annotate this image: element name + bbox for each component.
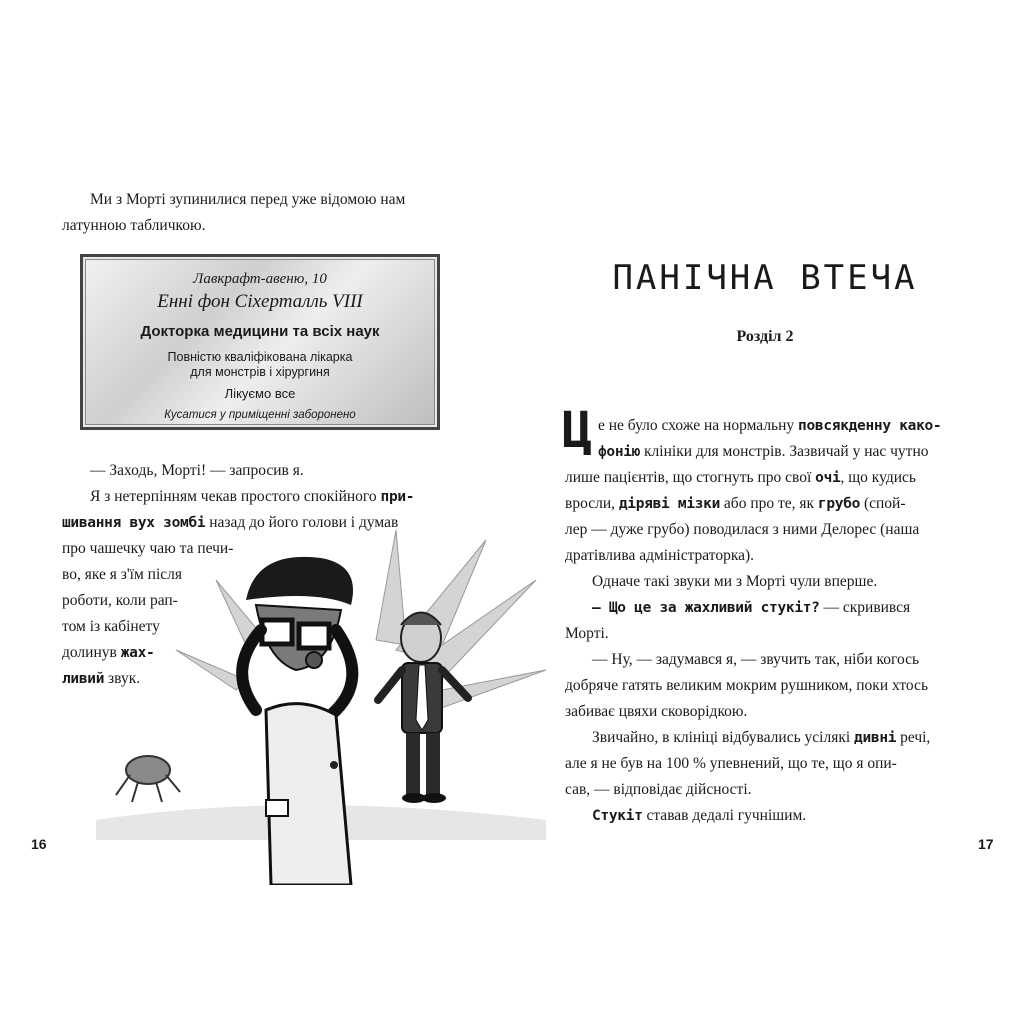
drop-cap: Ц (562, 401, 593, 459)
arm-left (242, 630, 261, 710)
page-number-left: 16 (31, 836, 47, 852)
spider-creature (116, 756, 180, 802)
paragraph-line: шивання вух зомбі назад до його голови і думав (62, 514, 399, 531)
chapter-subtitle: Розділ 2 (736, 328, 794, 345)
paragraph-line: забиває цвяхи сковорідкою. (565, 703, 748, 720)
cartoon-illustration (96, 520, 546, 885)
paragraph-line: — Ну, — задумався я, — звучить так, ніби когось (592, 651, 920, 668)
paragraph-line: лер — дуже грубо) поводилася з ними Делорес (наша (565, 521, 920, 538)
plaque-motto: Лікуємо все (224, 386, 296, 401)
paragraph-line: Ми з Морті зупинилися перед уже відомою нам (90, 191, 406, 208)
dialogue-line: — Заходь, Морті! — запросив я. (90, 462, 304, 479)
paragraph-line: Стукіт ставав дедалі гучнішим. (592, 807, 807, 824)
glasses-right (299, 624, 329, 648)
paragraph-line: том із кабінету (62, 618, 160, 635)
paragraph-line: — Що це за жахливий стукіт? — скривився (592, 599, 911, 616)
paragraph-line: Я з нетерпінням чекав простого спокійного при- (90, 488, 415, 505)
paragraph-line: дратівлива адміністраторка). (565, 547, 755, 564)
brass-plaque (80, 254, 440, 430)
paragraph-line: е не було схоже на нормальну повсякденну како- (598, 417, 942, 434)
paragraph-line: Морті. (565, 625, 609, 642)
paragraph-line: про чашечку чаю та печи- (62, 540, 234, 557)
paragraph-line: латунною табличкою. (62, 217, 206, 234)
paragraph-line: але я не був на 100 % упевнений, що те, що я опи- (565, 755, 897, 772)
paragraph-line: долинув жах- (62, 644, 155, 661)
paragraph-line: роботи, коли рап- (62, 592, 178, 609)
plaque-qualification-2: для монстрів і хірургиня (190, 365, 330, 379)
plaque-title: Докторка медицини та всіх наук (140, 323, 380, 340)
paragraph-line: ливий звук. (62, 670, 141, 687)
nose (306, 652, 322, 668)
plaque-name: Енні фон Сіхерталль VIII (157, 291, 363, 312)
plaque-address: Лавкрафт-авеню, 10 (193, 271, 327, 287)
plaque-rule: Кусатися у приміщенні заборонено (164, 409, 356, 421)
plaque-qualification: Повністю кваліфікована лікарка (167, 350, 353, 364)
paragraph-line: во, яке я з'їм після (62, 566, 182, 583)
paragraph-line: вросли, діряві мізки або про те, як грубо (спой- (565, 495, 906, 512)
badge (266, 800, 288, 816)
paragraph-line: лише пацієнтів, що стогнуть про свої очі, що кудись (565, 469, 916, 486)
paragraph-line: фонію клініки для монстрів. Зазвичай у нас чутно (598, 443, 929, 460)
paragraph-line: сав, — відповідає дійсності. (565, 781, 752, 798)
paragraph-line: Звичайно, в клініці відбувались усілякі дивні речі, (592, 729, 931, 746)
page-number-right: 17 (978, 836, 994, 852)
paragraph-line: добряче гатять великим мокрим рушником, поки хтось (565, 677, 929, 694)
torso (266, 704, 351, 885)
shock-rays (176, 530, 546, 710)
arm-right (331, 630, 352, 715)
chapter-title: ПАНІЧНА ВТЕЧА (612, 258, 918, 298)
hair (246, 557, 353, 605)
paragraph-line: Одначе такі звуки ми з Морті чули вперше. (592, 573, 878, 590)
